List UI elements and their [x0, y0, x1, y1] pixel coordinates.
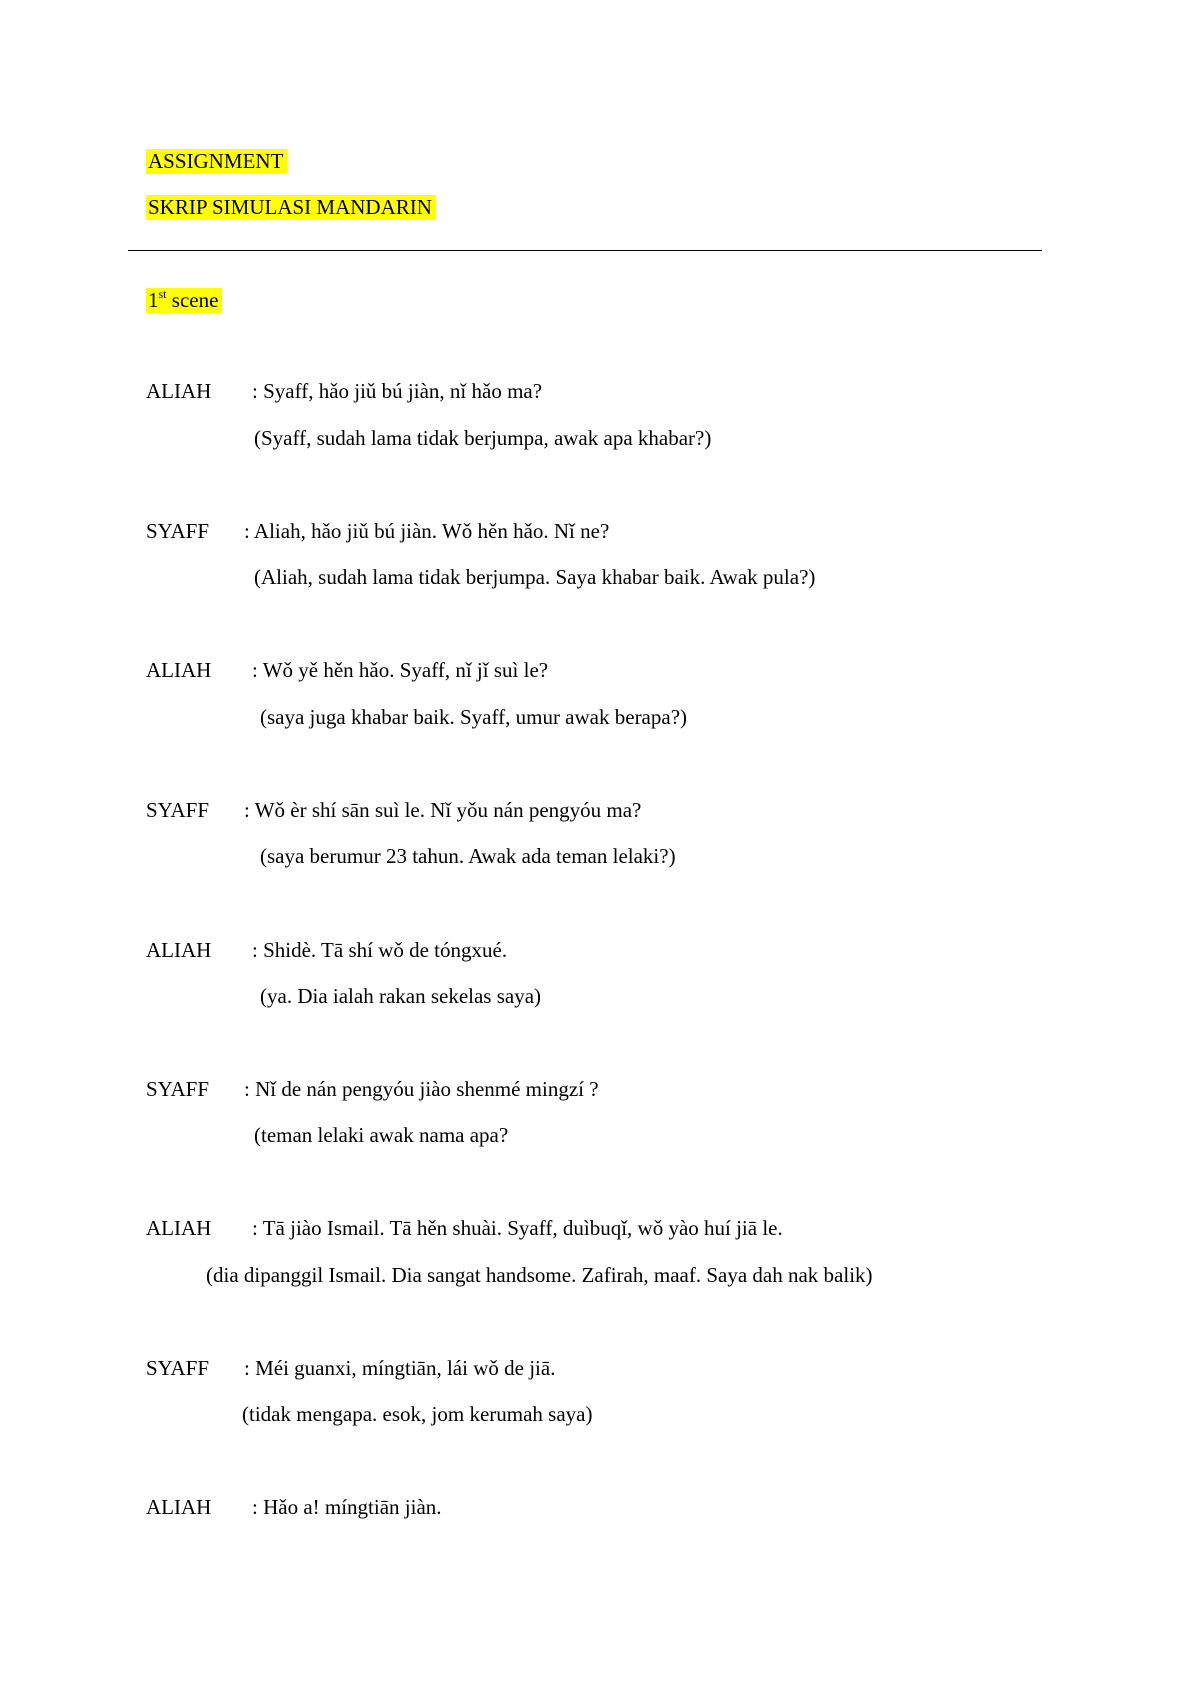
speaker-name: ALIAH: [146, 1216, 212, 1240]
speaker-name: SYAFF: [146, 798, 210, 822]
dialogue-translation: (Syaff, sudah lama tidak berjumpa, awak apa khabar?): [254, 426, 712, 450]
dialogue-translation: (ya. Dia ialah rakan sekelas saya): [260, 984, 542, 1008]
scene-label: scene: [171, 288, 219, 312]
dialogue-translation: (dia dipanggil Ismail. Dia sangat handsome. Zafirah, maaf. Saya dah nak balik): [206, 1263, 873, 1287]
dialogue-translation: (Aliah, sudah lama tidak berjumpa. Saya khabar baik. Awak pula?): [254, 565, 816, 589]
dialogue-line: : Tā jiào Ismail. Tā hěn shuài. Syaff, duìbuqǐ, wǒ yào huí jiā le.: [252, 1216, 783, 1240]
dialogue-translation: (tidak mengapa. esok, jom kerumah saya): [242, 1402, 593, 1426]
speaker-name: ALIAH: [146, 938, 212, 962]
speaker-name: SYAFF: [146, 1077, 210, 1101]
dialogue-translation: (saya juga khabar baik. Syaff, umur awak berapa?): [260, 705, 688, 729]
scene-heading-text: [146, 288, 222, 313]
speaker-name: SYAFF: [146, 519, 210, 543]
scene-ordinal-suffix: st: [158, 287, 167, 301]
dialogue-line: : Aliah, hǎo jiǔ bú jiàn. Wǒ hěn hǎo. Nǐ ne?: [244, 519, 610, 543]
dialogue-line: : Nǐ de nán pengyóu jiào shenmé mingzí ?: [244, 1077, 599, 1101]
horizontal-divider: [128, 250, 1042, 251]
scene-heading: [146, 287, 222, 313]
speaker-name: SYAFF: [146, 1356, 210, 1380]
dialogue-translation: (saya berumur 23 tahun. Awak ada teman lelaki?): [260, 844, 676, 868]
speaker-name: ALIAH: [146, 1495, 212, 1519]
assignment-heading-text: ASSIGNMENT: [146, 149, 287, 174]
dialogue-line: : Hǎo a! míngtiān jiàn.: [252, 1495, 442, 1519]
assignment-heading: [146, 148, 287, 174]
script-title-text: SKRIP SIMULASI MANDARIN: [146, 195, 436, 220]
speaker-name: ALIAH: [146, 379, 212, 403]
scene-number: 1: [148, 288, 159, 312]
dialogue-line: : Méi guanxi, míngtiān, lái wǒ de jiā.: [244, 1356, 556, 1380]
speaker-name: ALIAH: [146, 658, 212, 682]
dialogue-line: : Shidè. Tā shí wǒ de tóngxué.: [252, 938, 508, 962]
script-title: [146, 194, 436, 220]
dialogue-line: : Wǒ yě hěn hǎo. Syaff, nǐ jǐ suì le?: [252, 658, 549, 682]
dialogue-line: : Syaff, hǎo jiǔ bú jiàn, nǐ hǎo ma?: [252, 379, 543, 403]
dialogue-translation: (teman lelaki awak nama apa?: [254, 1123, 509, 1147]
dialogue-line: : Wǒ èr shí sān suì le. Nǐ yǒu nán pengyóu ma?: [244, 798, 642, 822]
